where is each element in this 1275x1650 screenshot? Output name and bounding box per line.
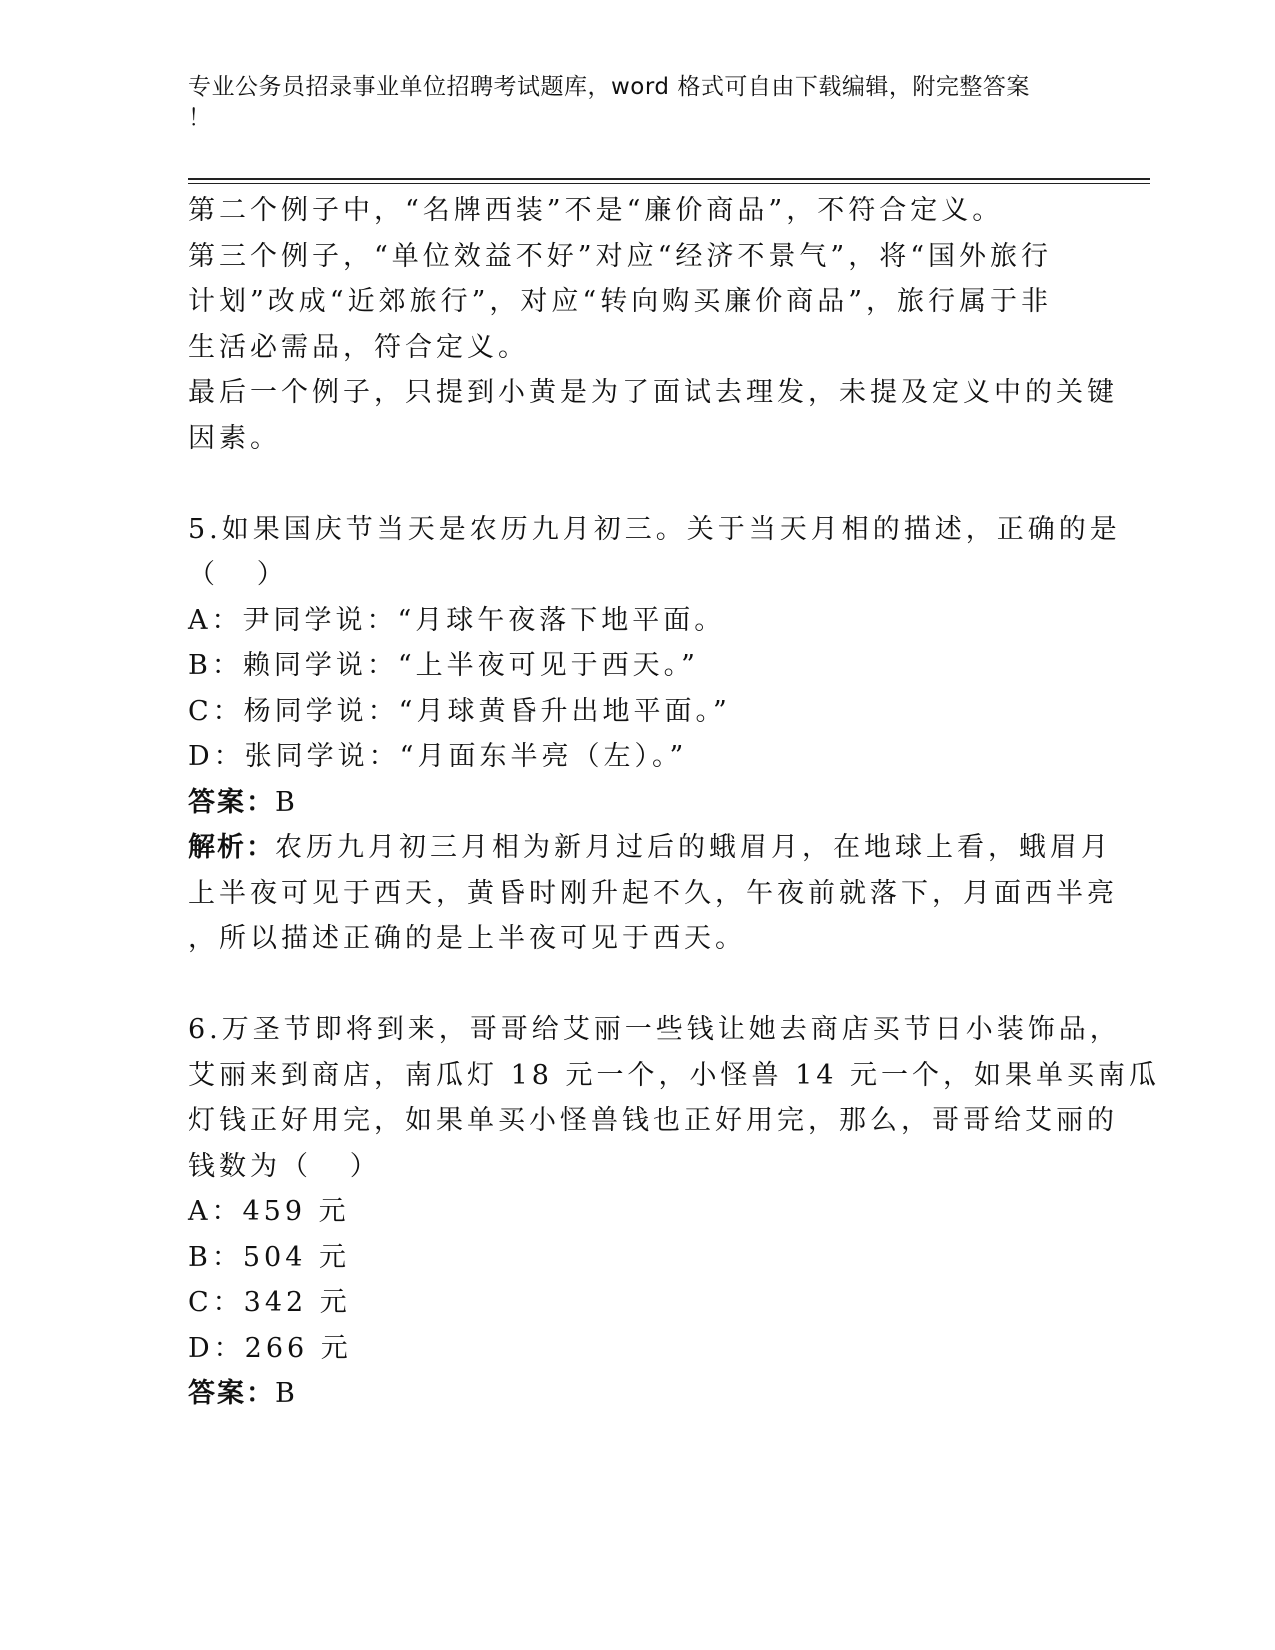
analysis-line: 上半夜可见于西天，黄昏时刚升起不久，午夜前就落下，月面西半亮 [188, 877, 1118, 909]
page-header [188, 72, 1078, 134]
question-stem-line: 6.万圣节即将到来，哥哥给艾丽一些钱让她去商店买节日小装饰品， [188, 1014, 1121, 1045]
analysis-line [188, 825, 1112, 871]
option-c: C：342 元 [188, 1287, 351, 1318]
analysis-text: 农历九月初三月相为新月过后的蛾眉月，在地球上看，蛾眉月 [275, 832, 1112, 863]
header-line-2: ！ [188, 105, 212, 131]
answer-line [188, 780, 1068, 826]
question-5 [188, 507, 1121, 962]
explanation-continued [188, 188, 1118, 461]
spacer [188, 962, 1068, 1008]
answer-label: 答案： [188, 786, 275, 818]
question-stem-line: （ ） [188, 559, 288, 590]
explanation-line: 第二个例子中，“名牌西装”不是“廉价商品”，不符合定义。 [188, 195, 1004, 226]
answer-line [188, 1371, 1068, 1417]
question-6 [188, 1007, 1161, 1417]
analysis-label: 解析： [188, 832, 275, 863]
option-b: B：赖同学说：“上半夜可见于西天。” [188, 650, 699, 681]
option-a: A：尹同学说：“月球午夜落下地平面。 [188, 604, 726, 636]
option-a: A：459 元 [188, 1196, 350, 1227]
explanation-line: 第三个例子，“单位效益不好”对应“经济不景气”，将“国外旅行 [188, 240, 1053, 272]
header-rule-thick [188, 178, 1150, 180]
option-c: C：杨同学说：“月球黄昏升出地平面。” [188, 695, 731, 727]
question-stem-line: 钱数为（ ） [188, 1150, 381, 1182]
document-body [188, 188, 1161, 1417]
explanation-line: 因素。 [188, 422, 281, 454]
option-d: D：张同学说：“月面东半亮（左）。” [188, 741, 688, 772]
explanation-line: 计划”改成“近郊旅行”，对应“转向购买廉价商品”，旅行属于非 [188, 286, 1053, 317]
analysis-line: ，所以描述正确的是上半夜可见于西天。 [188, 923, 746, 954]
option-d: D：266 元 [188, 1332, 352, 1364]
question-stem-line: 灯钱正好用完，如果单买小怪兽钱也正好用完，那么，哥哥给艾丽的 [188, 1105, 1118, 1136]
header-line-1: 专业公务员招录事业单位招聘考试题库，word 格式可自由下载编辑，附完整答案 [188, 74, 1030, 100]
answer-value: B [275, 1378, 299, 1409]
explanation-line: 生活必需品，符合定义。 [188, 331, 529, 363]
spacer [188, 461, 1068, 507]
header-rule-thin [188, 183, 1150, 184]
question-stem-line: 5.如果国庆节当天是农历九月初三。关于当天月相的描述，正确的是 [188, 513, 1121, 545]
question-stem-line: 艾丽来到商店，南瓜灯 18 元一个，小怪兽 14 元一个，如果单买南瓜 [188, 1059, 1161, 1091]
explanation-line: 最后一个例子，只提到小黄是为了面试去理发，未提及定义中的关键 [188, 377, 1118, 408]
option-b: B：504 元 [188, 1241, 350, 1273]
answer-value: B [275, 786, 299, 818]
answer-label: 答案： [188, 1378, 275, 1409]
